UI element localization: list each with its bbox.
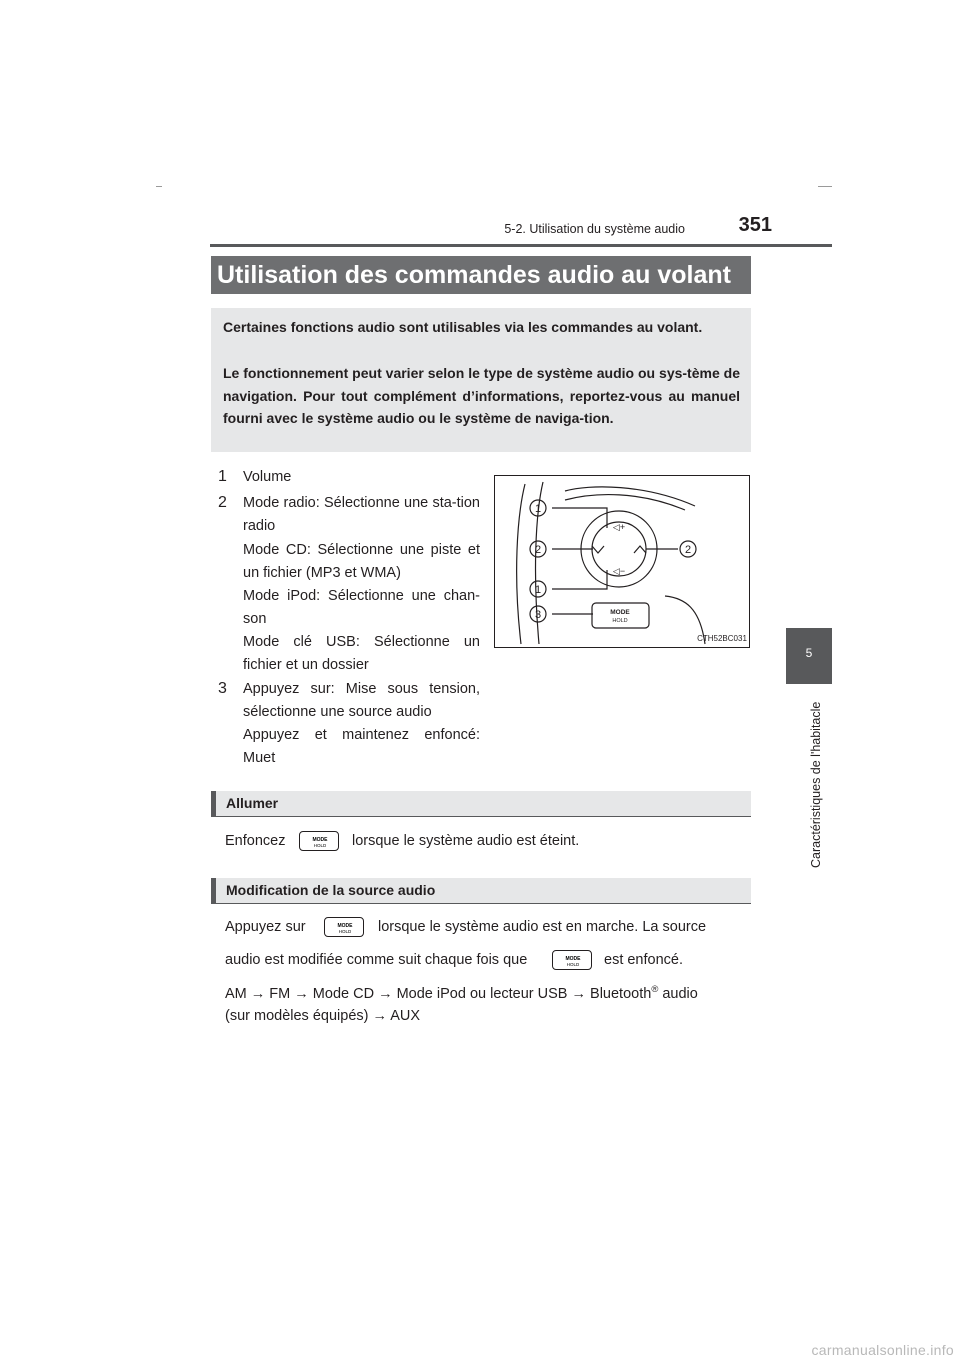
header-rule [210,244,832,247]
section-heading-source [211,878,751,904]
chapter-tab [786,628,832,684]
allumer-text-after: lorsque le système audio est éteint. [352,833,580,849]
source-line1-before: Appuyez sur [225,919,306,935]
steering-switch-illustration [494,475,750,648]
mode-button-icon [324,917,364,937]
crop-mark-right [818,186,832,187]
figure-callout-1-bottom: 1 [534,584,542,596]
source-line2-after: est enfoncé. [604,952,683,968]
item-2-text-2: Mode CD: Sélectionne une piste et un fichier (MP3 et WMA) [243,542,480,581]
source-sequence-tail: audio [658,986,698,1002]
item-number-1: 1 [218,468,227,485]
volume-down-icon: ◁− [612,566,626,576]
source-sequence [225,986,698,1002]
hold-button-icon-label: HOLD [313,843,327,848]
figure-code: CTH52BC031 [697,634,747,643]
hold-button-icon-label: HOLD [338,929,352,934]
figure-callout-1-top: 1 [534,503,542,515]
hold-button-icon-label: HOLD [566,962,580,967]
crop-mark-left [156,186,162,187]
header-section-title: 5-2. Utilisation du système audio [504,222,685,236]
mode-button-label: MODE [610,609,630,616]
page-title: Utilisation des commandes audio au volant [217,261,731,289]
intro-paragraph-2: Le fonctionnement peut varier selon le type de système audio ou sys-tème de navigation. Pour tout complément d’informations, reportez-vous au manuel fourni avec le système audio ou le système de naviga-tion. [223,365,740,426]
page-title-bar [211,256,751,294]
section-heading-allumer-text: Allumer [226,795,279,811]
item-2-text-1: Mode radio: Sélectionne une sta-tion radio [243,495,480,534]
mode-button-icon [299,831,339,851]
allumer-text-before: Enfoncez [225,833,286,849]
intro-paragraph-1: Certaines fonctions audio sont utilisables via les commandes au volant. [223,319,703,335]
item-2-text-3: Mode iPod: Sélectionne une chan-son [243,588,480,627]
intro-box [211,308,751,452]
source-line1-after: lorsque le système audio est en marche. La source [378,919,707,935]
mode-button-icon [552,950,592,970]
item-3-text-2: Appuyez et maintenez enfoncé: Muet [243,727,480,766]
volume-up-icon: ◁+ [612,522,626,532]
page-number: 351 [738,214,772,236]
watermark [0,1342,960,1358]
item-number-2: 2 [218,494,227,511]
chapter-number: 5 [805,646,813,660]
source-sequence-text: AM → FM → Mode CD → Mode iPod ou lecteur USB → Bluetooth [225,986,652,1002]
section-heading-allumer [211,791,751,817]
steering-switch-drawing [495,476,749,647]
item-3-text-1: Appuyez sur: Mise sous tension, sélectionne une source audio [243,681,480,720]
figure-callout-3: 3 [534,609,542,621]
mode-button-icon-label: MODE [312,837,328,843]
hold-button-label: HOLD [612,618,628,624]
item-2-text-4: Mode clé USB: Sélectionne un fichier et un dossier [243,634,480,673]
watermark-text: carmanualsonline.info [811,1342,954,1358]
mode-button-icon-label: MODE [337,923,353,929]
source-sequence-line2: (sur modèles équipés) → AUX [225,1008,421,1024]
section-heading-source-text: Modification de la source audio [226,882,436,898]
mode-button-icon-label: MODE [565,956,581,962]
figure-callout-2-right: 2 [684,544,692,556]
registered-mark: ® [651,984,659,996]
figure-callout-2-left: 2 [534,544,542,556]
chapter-label: Caractéristiques de l'habitacle [809,701,823,868]
item-number-3: 3 [218,680,227,697]
source-line2-before: audio est modifiée comme suit chaque fois que [225,952,528,968]
item-1-text-1: Volume [243,469,292,485]
